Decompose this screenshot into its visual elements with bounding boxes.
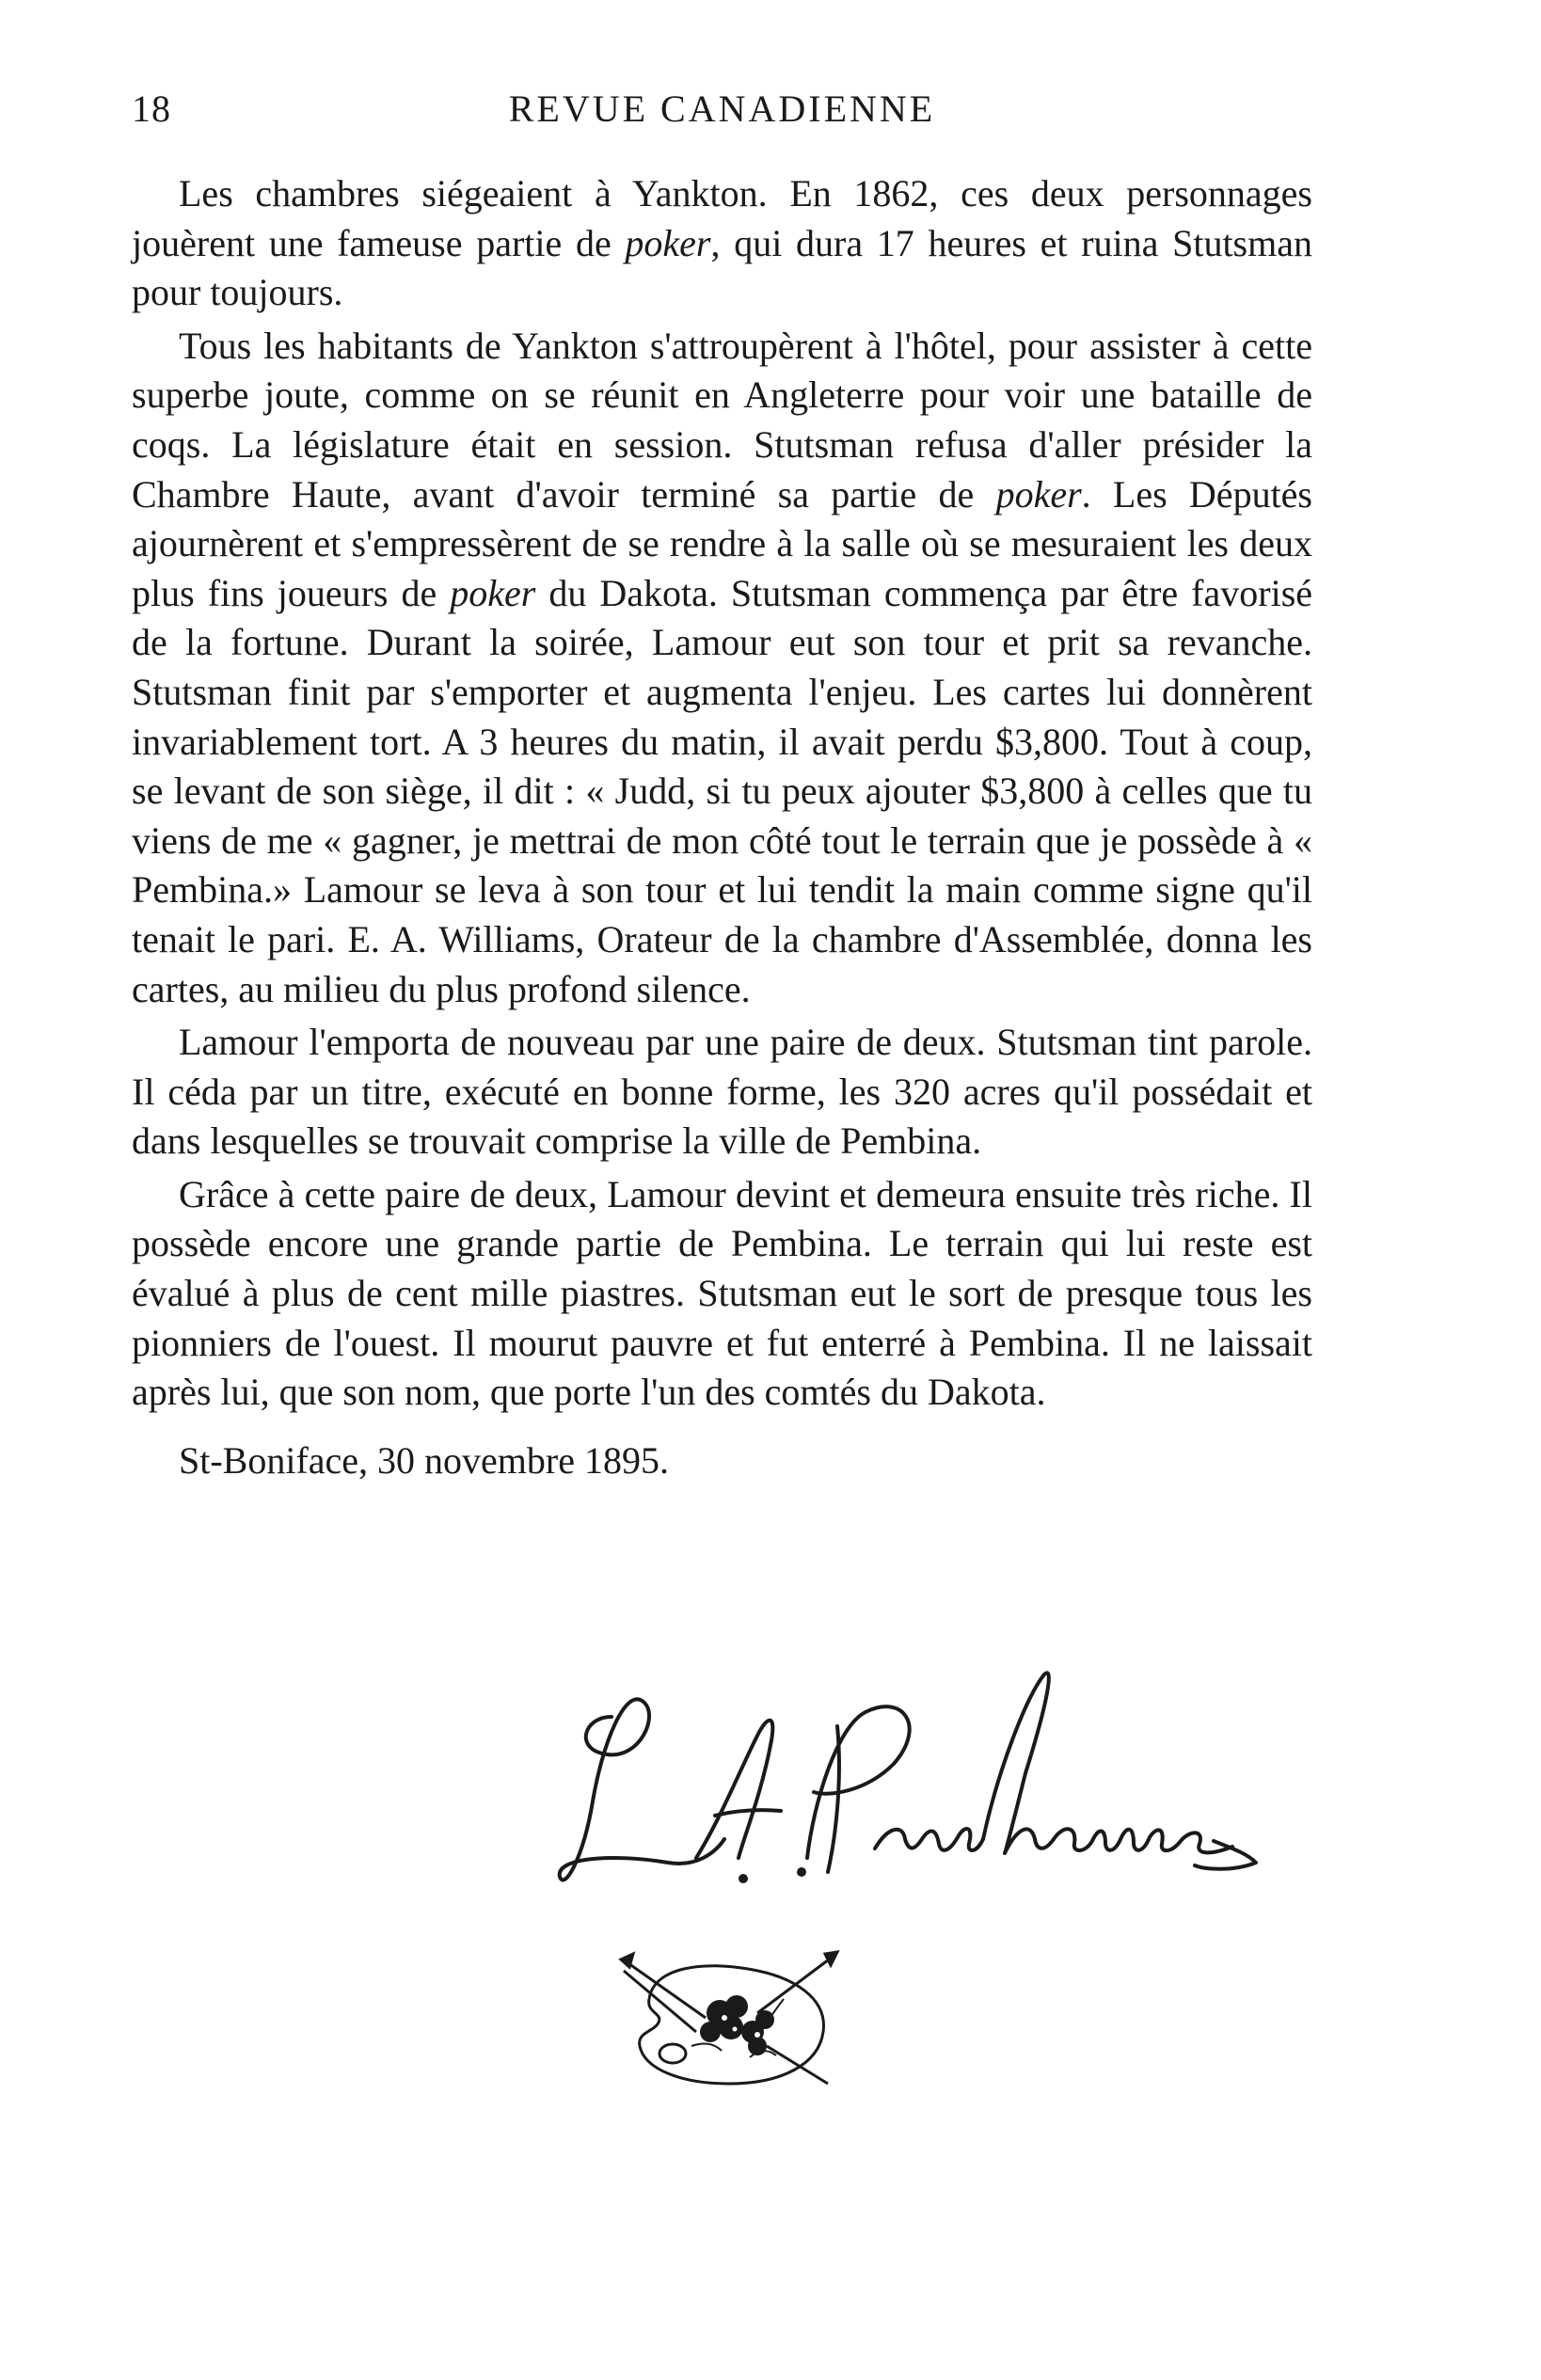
- running-title: REVUE CANADIENNE: [508, 87, 936, 130]
- text-segment: Lamour l'emporta de nouveau par une paire de deux. Stutsman tint parole. Il céda par un titre, exécuté en bonne forme, les 320 acres qu'il possédait et dans lesquelles se trouvait comprise la ville de Pembina.: [132, 1021, 1312, 1163]
- text-segment: . Les Députés ajournèrent et s'empressèrent de se rendre à la salle où se mesuraient les deux plus fins joueurs de: [132, 472, 1312, 614]
- paragraph-1: [132, 169, 1312, 318]
- text-segment: du Dakota. Stutsman commença par être favorisé de la fortune. Durant la soirée, Lamour eut son tour et prit sa revanche. Stutsman finit par s'emporter et augmenta l'enjeu. Les cartes lui donnèrent invariablement tort. A 3 heures du matin, il avait perdu $3,800. Tout à coup, se levant de son siège, il dit : « Judd, si tu peux ajouter $3,800 à celles que tu viens de me « gagner, je mettrai de mon côté tout le terrain que je possède à « Pembina.» Lamour se leva à son tour et lui tendit la main comme signe qu'il tenait le pari. E. A. Williams, Orateur de la chambre d'Assemblée, donna les cartes, au milieu du plus profond silence.: [132, 571, 1313, 1010]
- italic-term: poker: [995, 472, 1082, 516]
- text-segment: Tous les habitants de Yankton s'attroupèrent à l'hôtel, pour assister à cette superbe joute, comme on se réunit en Angleterre pour voir une bataille de coqs. La législature était en session. Stutsman refusa d'aller présider la Chambre Haute, avant d'avoir terminé sa partie de: [132, 324, 1312, 516]
- text-segment: Les chambres siégeaient à Yankton. En 1862, ces deux personnages jouèrent une fameuse partie de: [132, 172, 1312, 264]
- text-segment: , qui dura 17 heures et ruina Stutsman pour toujours.: [132, 221, 1312, 314]
- paragraph-4: [132, 1170, 1312, 1418]
- floral-palette-ornament-icon: [616, 1943, 842, 2112]
- paragraph-3: [132, 1018, 1312, 1166]
- italic-term: poker: [450, 571, 536, 614]
- dateline: St-Boniface, 30 novembre 1895.: [179, 1438, 669, 1482]
- italic-term: poker: [625, 221, 711, 264]
- page-number: 18: [132, 87, 171, 130]
- article-body: [132, 169, 1312, 1485]
- running-head: [132, 87, 1312, 134]
- paragraph-2: [132, 322, 1312, 1014]
- text-segment: Grâce à cette paire de deux, Lamour devint et demeura ensuite très riche. Il possède encore une grande partie de Pembina. Le terrain qui lui reste est évalué à plus de cent mille piastres. Stutsman eut le sort de presque tous les pionniers de l'ouest. Il mourut pauvre et fut enterré à Pembina. Il ne laissait après lui, que son nom, que porte l'un des comtés du Dakota.: [132, 1172, 1312, 1414]
- signature: [555, 1660, 1279, 1914]
